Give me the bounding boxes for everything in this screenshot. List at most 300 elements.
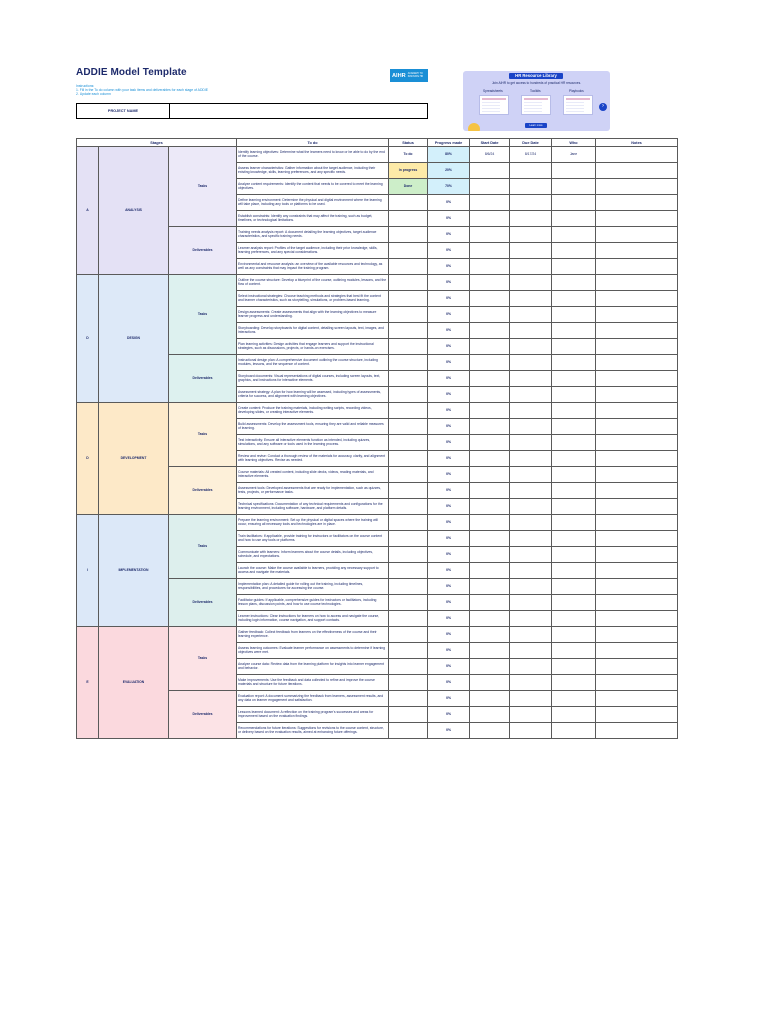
todo-cell[interactable]: Review and revise: Conduct a thorough review of the materials for accuracy, clarity, and alignment with learning objectives. Revise as needed. — [237, 451, 389, 467]
status-cell[interactable] — [389, 595, 428, 611]
progress-cell[interactable]: 20% — [428, 163, 470, 179]
status-cell[interactable] — [389, 611, 428, 627]
header-todo: To do — [237, 139, 389, 147]
progress-cell[interactable]: 0% — [428, 259, 470, 275]
start-date-cell[interactable] — [470, 483, 510, 499]
notes-cell[interactable] — [596, 643, 678, 659]
todo-cell[interactable]: Technical specifications: Documentation of any technical requirements and configurations for the learning environment, including software, hardware, and platform details. — [237, 499, 389, 515]
todo-cell[interactable]: Environmental and resource analysis: an overview of the available resources and technology, as well as any constraints that may impact the training program. — [237, 259, 389, 275]
who-cell[interactable] — [552, 435, 596, 451]
who-cell[interactable] — [552, 627, 596, 643]
notes-cell[interactable] — [596, 243, 678, 259]
project-name-box — [76, 103, 428, 119]
status-cell[interactable] — [389, 643, 428, 659]
todo-cell[interactable]: Course materials: All created content, including slide decks, videos, reading materials, and interactive elements. — [237, 467, 389, 483]
status-cell[interactable] — [389, 627, 428, 643]
who-cell[interactable]: Jane — [552, 147, 596, 163]
due-date-cell[interactable] — [510, 291, 552, 307]
due-date-cell[interactable] — [510, 563, 552, 579]
todo-cell[interactable]: Analyze course data: Review data from the learning platform for insights into learner engagement and behavior. — [237, 659, 389, 675]
progress-cell[interactable]: 0% — [428, 579, 470, 595]
todo-cell[interactable]: Define learning environment: Determine the physical and digital environment where the learning will take place, including any tools or platforms to be used. — [237, 195, 389, 211]
aihr-logo[interactable] — [390, 69, 428, 82]
notes-cell[interactable] — [596, 355, 678, 371]
status-cell[interactable] — [389, 243, 428, 259]
notes-cell[interactable] — [596, 195, 678, 211]
progress-cell[interactable]: 0% — [428, 467, 470, 483]
resource-library-banner[interactable] — [463, 71, 610, 131]
start-date-cell[interactable] — [470, 611, 510, 627]
header-notes: Notes — [596, 139, 678, 147]
todo-cell[interactable]: Storyboarding: Develop storyboards for digital content, detailing screen layouts, text, images, and interactions. — [237, 323, 389, 339]
header-row — [77, 139, 678, 147]
notes-cell[interactable] — [596, 307, 678, 323]
progress-cell[interactable]: 0% — [428, 323, 470, 339]
category-deliverables: Deliverables — [169, 467, 237, 515]
start-date-cell[interactable] — [470, 515, 510, 531]
due-date-cell[interactable] — [510, 595, 552, 611]
todo-cell[interactable]: Make improvements: Use the feedback and data collected to refine and improve the course materials and structure for future iterations. — [237, 675, 389, 691]
status-cell[interactable]: Done — [389, 179, 428, 195]
notes-cell[interactable] — [596, 403, 678, 419]
due-date-cell[interactable] — [510, 419, 552, 435]
due-date-cell[interactable] — [510, 579, 552, 595]
todo-cell[interactable]: Assess learner characteristics: Gather information about the target audience, including their existing knowledge, skills, learning preferences, and any specific needs. — [237, 163, 389, 179]
status-cell[interactable] — [389, 451, 428, 467]
due-date-cell[interactable] — [510, 515, 552, 531]
start-date-cell[interactable] — [470, 371, 510, 387]
start-date-cell[interactable] — [470, 643, 510, 659]
notes-cell[interactable] — [596, 563, 678, 579]
start-date-cell[interactable] — [470, 531, 510, 547]
start-date-cell[interactable] — [470, 419, 510, 435]
start-date-cell[interactable] — [470, 211, 510, 227]
progress-cell[interactable]: 0% — [428, 371, 470, 387]
start-date-cell[interactable] — [470, 547, 510, 563]
start-date-cell[interactable] — [470, 307, 510, 323]
due-date-cell[interactable] — [510, 275, 552, 291]
status-cell[interactable] — [389, 483, 428, 499]
start-date-cell[interactable] — [470, 579, 510, 595]
status-cell[interactable] — [389, 323, 428, 339]
start-date-cell[interactable] — [470, 451, 510, 467]
table-row — [77, 275, 678, 291]
due-date-cell[interactable] — [510, 451, 552, 467]
who-cell[interactable] — [552, 659, 596, 675]
start-date-cell[interactable] — [470, 275, 510, 291]
progress-cell[interactable]: 0% — [428, 195, 470, 211]
todo-cell[interactable]: Outline the course structure: Develop a blueprint of the course, outlining modules, lessons, and the flow of content. — [237, 275, 389, 291]
who-cell[interactable] — [552, 163, 596, 179]
toolkit-thumbnail — [521, 95, 551, 115]
who-cell[interactable] — [552, 547, 596, 563]
progress-cell[interactable]: 0% — [428, 595, 470, 611]
who-cell[interactable] — [552, 515, 596, 531]
instructions-line: 1. Fill in the To do column with your task items and deliverables for each stage of ADDIE — [76, 88, 209, 93]
who-cell[interactable] — [552, 563, 596, 579]
notes-cell[interactable] — [596, 163, 678, 179]
notes-cell[interactable] — [596, 179, 678, 195]
page-title: ADDIE Model Template — [76, 67, 187, 78]
start-date-cell[interactable] — [470, 467, 510, 483]
who-cell[interactable] — [552, 243, 596, 259]
due-date-cell[interactable] — [510, 627, 552, 643]
start-date-cell[interactable] — [470, 339, 510, 355]
progress-cell[interactable]: 0% — [428, 291, 470, 307]
stage-name: DEVELOPMENT — [99, 403, 169, 515]
due-date-cell[interactable] — [510, 675, 552, 691]
notes-cell[interactable] — [596, 387, 678, 403]
who-cell[interactable] — [552, 691, 596, 707]
start-date-cell[interactable] — [470, 563, 510, 579]
logo-text-line: ACADEMY TO — [407, 72, 423, 75]
instructions — [76, 84, 208, 97]
due-date-cell[interactable] — [510, 403, 552, 419]
due-date-cell[interactable]: 8/17/24 — [510, 147, 552, 163]
todo-cell[interactable]: Analyze content requirements: Identify the content that needs to be covered to meet the learning objectives. — [237, 179, 389, 195]
notes-cell[interactable] — [596, 419, 678, 435]
status-cell[interactable] — [389, 355, 428, 371]
todo-cell[interactable]: Build assessments: Develop the assessment tools, ensuring they are valid and reliable measures of learning. — [237, 419, 389, 435]
status-cell[interactable] — [389, 419, 428, 435]
notes-cell[interactable] — [596, 723, 678, 739]
progress-cell[interactable]: 0% — [428, 275, 470, 291]
notes-cell[interactable] — [596, 499, 678, 515]
chevron-right-icon[interactable]: › — [599, 103, 607, 111]
status-cell[interactable] — [389, 371, 428, 387]
who-cell[interactable] — [552, 675, 596, 691]
due-date-cell[interactable] — [510, 371, 552, 387]
todo-cell[interactable]: Plan learning activities: Design activities that engage learners and support the instructional strategies, such as discussions, projects, or hands-on exercises. — [237, 339, 389, 355]
status-cell[interactable] — [389, 723, 428, 739]
todo-cell[interactable]: Recommendations for future iterations: Suggestions for revisions to the course content, structure, or delivery based on the evaluation results, aimed at enhancing future offerings. — [237, 723, 389, 739]
progress-cell[interactable]: 0% — [428, 451, 470, 467]
start-date-cell[interactable] — [470, 403, 510, 419]
todo-cell[interactable]: Learner analysis report: Profiles of the target audience, including their prior knowledge, skills, learning preferences, and any special considerations. — [237, 243, 389, 259]
notes-cell[interactable] — [596, 467, 678, 483]
notes-cell[interactable] — [596, 211, 678, 227]
start-date-cell[interactable] — [470, 707, 510, 723]
todo-cell[interactable]: Select instructional strategies: Choose teaching methods and strategies that best fit the content and learner characteristics, such as storytelling, simulations, or problem-based learning. — [237, 291, 389, 307]
progress-cell[interactable]: 0% — [428, 723, 470, 739]
start-date-cell[interactable] — [470, 659, 510, 675]
start-date-cell[interactable] — [470, 195, 510, 211]
notes-cell[interactable] — [596, 435, 678, 451]
notes-cell[interactable] — [596, 259, 678, 275]
notes-cell[interactable] — [596, 595, 678, 611]
who-cell[interactable] — [552, 531, 596, 547]
due-date-cell[interactable] — [510, 691, 552, 707]
stage-name: EVALUATION — [99, 627, 169, 739]
progress-cell[interactable]: 0% — [428, 563, 470, 579]
due-date-cell[interactable] — [510, 435, 552, 451]
category-deliverables: Deliverables — [169, 355, 237, 403]
todo-cell[interactable]: Gather feedback: Collect feedback from learners on the effectiveness of the course and their learning experience. — [237, 627, 389, 643]
notes-cell[interactable] — [596, 451, 678, 467]
progress-cell[interactable]: 80% — [428, 147, 470, 163]
status-cell[interactable] — [389, 339, 428, 355]
start-date-cell[interactable] — [470, 675, 510, 691]
who-cell[interactable] — [552, 387, 596, 403]
notes-cell[interactable] — [596, 691, 678, 707]
stage-letter: I — [77, 515, 99, 627]
status-cell[interactable] — [389, 659, 428, 675]
todo-cell[interactable]: Design assessments: Create assessments that align with the learning objectives to measure learner progress and understanding. — [237, 307, 389, 323]
learn-more-button[interactable]: Learn more — [525, 123, 547, 128]
due-date-cell[interactable] — [510, 467, 552, 483]
notes-cell[interactable] — [596, 227, 678, 243]
start-date-cell[interactable] — [470, 259, 510, 275]
todo-cell[interactable]: Implementation plan: A detailed guide for rolling out the training, including timelines, responsibilities, and procedures for accessing the course. — [237, 579, 389, 595]
todo-cell[interactable]: Establish constraints: Identify any constraints that may affect the training, such as budget, timelines, or technological limitations. — [237, 211, 389, 227]
who-cell[interactable] — [552, 467, 596, 483]
due-date-cell[interactable] — [510, 531, 552, 547]
status-cell[interactable] — [389, 675, 428, 691]
who-cell[interactable] — [552, 323, 596, 339]
status-cell[interactable] — [389, 259, 428, 275]
header-stages: Stages — [77, 139, 237, 147]
due-date-cell[interactable] — [510, 611, 552, 627]
progress-cell[interactable]: 0% — [428, 691, 470, 707]
due-date-cell[interactable] — [510, 163, 552, 179]
start-date-cell[interactable] — [470, 595, 510, 611]
status-cell[interactable] — [389, 291, 428, 307]
status-cell[interactable] — [389, 387, 428, 403]
notes-cell[interactable] — [596, 659, 678, 675]
notes-cell[interactable] — [596, 531, 678, 547]
who-cell[interactable] — [552, 723, 596, 739]
todo-cell[interactable]: Test interactivity: Ensure all interactive elements function as intended, including quizzes, simulations, and any software or tools used in the learning process. — [237, 435, 389, 451]
banner-label-spreadsheets: Spreadsheets — [483, 89, 503, 93]
who-cell[interactable] — [552, 707, 596, 723]
todo-cell[interactable]: Identify learning objectives: Determine what the learners need to know or be able to do by the end of the course. — [237, 147, 389, 163]
category-deliverables: Deliverables — [169, 579, 237, 627]
status-cell[interactable] — [389, 467, 428, 483]
notes-cell[interactable] — [596, 339, 678, 355]
todo-cell[interactable]: Training needs analysis report: A document detailing the learning objectives, target audience characteristics, and specific training needs. — [237, 227, 389, 243]
logo-text — [408, 73, 423, 79]
status-cell[interactable] — [389, 275, 428, 291]
start-date-cell[interactable] — [470, 163, 510, 179]
due-date-cell[interactable] — [510, 259, 552, 275]
due-date-cell[interactable] — [510, 707, 552, 723]
progress-cell[interactable]: 0% — [428, 339, 470, 355]
status-cell[interactable] — [389, 547, 428, 563]
progress-cell[interactable]: 0% — [428, 531, 470, 547]
project-name-input[interactable] — [170, 104, 427, 118]
who-cell[interactable] — [552, 227, 596, 243]
todo-cell[interactable]: Lessons learned document: A reflection on the training program's successes and areas for improvement based on the evaluation findings. — [237, 707, 389, 723]
notes-cell[interactable] — [596, 371, 678, 387]
start-date-cell[interactable]: 8/6/24 — [470, 147, 510, 163]
todo-cell[interactable]: Assessment tools: Developed assessments that are ready for implementation, such as quizzes, tests, projects, or performance tasks. — [237, 483, 389, 499]
progress-cell[interactable]: 0% — [428, 211, 470, 227]
who-cell[interactable] — [552, 371, 596, 387]
category-deliverables: Deliverables — [169, 227, 237, 275]
category-tasks: Tasks — [169, 147, 237, 227]
progress-cell[interactable]: 70% — [428, 179, 470, 195]
start-date-cell[interactable] — [470, 323, 510, 339]
notes-cell[interactable] — [596, 707, 678, 723]
progress-cell[interactable]: 0% — [428, 355, 470, 371]
progress-cell[interactable]: 0% — [428, 435, 470, 451]
progress-cell[interactable]: 0% — [428, 627, 470, 643]
stage-letter: E — [77, 627, 99, 739]
instructions-line: 2. Update each column — [76, 92, 111, 97]
who-cell[interactable] — [552, 595, 596, 611]
status-cell[interactable] — [389, 707, 428, 723]
who-cell[interactable] — [552, 643, 596, 659]
due-date-cell[interactable] — [510, 339, 552, 355]
start-date-cell[interactable] — [470, 243, 510, 259]
notes-cell[interactable] — [596, 611, 678, 627]
sun-decoration — [468, 123, 480, 131]
status-cell[interactable] — [389, 563, 428, 579]
who-cell[interactable] — [552, 291, 596, 307]
notes-cell[interactable] — [596, 547, 678, 563]
start-date-cell[interactable] — [470, 691, 510, 707]
status-cell[interactable] — [389, 531, 428, 547]
status-cell[interactable] — [389, 227, 428, 243]
due-date-cell[interactable] — [510, 483, 552, 499]
who-cell[interactable] — [552, 275, 596, 291]
todo-cell[interactable]: Train facilitators: If applicable, provide training for instructors or facilitators on the course content and how to use any tools or platforms. — [237, 531, 389, 547]
start-date-cell[interactable] — [470, 499, 510, 515]
todo-cell[interactable]: Facilitator guides: If applicable, comprehensive guides for instructors or facilitators, including lesson plans, discussion points, and how to use course technologies. — [237, 595, 389, 611]
progress-cell[interactable]: 0% — [428, 675, 470, 691]
header-who: Who — [552, 139, 596, 147]
progress-cell[interactable]: 0% — [428, 483, 470, 499]
notes-cell[interactable] — [596, 627, 678, 643]
progress-cell[interactable]: 0% — [428, 419, 470, 435]
due-date-cell[interactable] — [510, 211, 552, 227]
progress-cell[interactable]: 0% — [428, 707, 470, 723]
due-date-cell[interactable] — [510, 659, 552, 675]
stage-name: IMPLEMENTATION — [99, 515, 169, 627]
progress-cell[interactable]: 0% — [428, 307, 470, 323]
due-date-cell[interactable] — [510, 499, 552, 515]
start-date-cell[interactable] — [470, 723, 510, 739]
stage-name: DESIGN — [99, 275, 169, 403]
progress-cell[interactable]: 0% — [428, 387, 470, 403]
banner-label-toolkits: Toolkits — [530, 89, 541, 93]
status-cell[interactable] — [389, 307, 428, 323]
project-name-label: PROJECT NAME — [77, 104, 170, 118]
due-date-cell[interactable] — [510, 323, 552, 339]
stage-letter: A — [77, 147, 99, 275]
start-date-cell[interactable] — [470, 387, 510, 403]
category-tasks: Tasks — [169, 627, 237, 691]
who-cell[interactable] — [552, 259, 596, 275]
notes-cell[interactable] — [596, 515, 678, 531]
who-cell[interactable] — [552, 339, 596, 355]
progress-cell[interactable]: 0% — [428, 499, 470, 515]
start-date-cell[interactable] — [470, 435, 510, 451]
who-cell[interactable] — [552, 179, 596, 195]
todo-cell[interactable]: Learner instructions: Clear instructions for learners on how to access and navigate the course, including login information, course navigation, and support contacts. — [237, 611, 389, 627]
progress-cell[interactable]: 0% — [428, 243, 470, 259]
todo-cell[interactable]: Instructional design plan: A comprehensive document outlining the course structure, including modules, lessons, and the sequence of content. — [237, 355, 389, 371]
progress-cell[interactable]: 0% — [428, 515, 470, 531]
status-cell[interactable] — [389, 195, 428, 211]
status-cell[interactable]: To do — [389, 147, 428, 163]
due-date-cell[interactable] — [510, 387, 552, 403]
who-cell[interactable] — [552, 451, 596, 467]
who-cell[interactable] — [552, 403, 596, 419]
who-cell[interactable] — [552, 579, 596, 595]
category-tasks: Tasks — [169, 515, 237, 579]
status-cell[interactable] — [389, 579, 428, 595]
due-date-cell[interactable] — [510, 179, 552, 195]
notes-cell[interactable] — [596, 579, 678, 595]
notes-cell[interactable] — [596, 675, 678, 691]
due-date-cell[interactable] — [510, 355, 552, 371]
todo-cell[interactable]: Create content: Produce the training materials, including writing scripts, recording videos, developing slides, or creating interactive elements. — [237, 403, 389, 419]
progress-cell[interactable]: 0% — [428, 403, 470, 419]
status-cell[interactable] — [389, 499, 428, 515]
who-cell[interactable] — [552, 195, 596, 211]
notes-cell[interactable] — [596, 275, 678, 291]
due-date-cell[interactable] — [510, 547, 552, 563]
notes-cell[interactable] — [596, 483, 678, 499]
progress-cell[interactable]: 0% — [428, 227, 470, 243]
due-date-cell[interactable] — [510, 195, 552, 211]
who-cell[interactable] — [552, 483, 596, 499]
progress-cell[interactable]: 0% — [428, 643, 470, 659]
todo-cell[interactable]: Assess learning outcomes: Evaluate learner performance on assessments to determine if learning objectives were met. — [237, 643, 389, 659]
progress-cell[interactable]: 0% — [428, 611, 470, 627]
notes-cell[interactable] — [596, 291, 678, 307]
todo-cell[interactable]: Evaluation report: A document summarizing the feedback from learners, assessment results, and any data on learner engagement and satisfaction. — [237, 691, 389, 707]
status-cell[interactable] — [389, 515, 428, 531]
due-date-cell[interactable] — [510, 643, 552, 659]
status-cell[interactable] — [389, 403, 428, 419]
due-date-cell[interactable] — [510, 243, 552, 259]
todo-cell[interactable]: Assessment strategy: A plan for how learning will be assessed, including types of assessments, criteria for success, and alignment with learning objectives. — [237, 387, 389, 403]
start-date-cell[interactable] — [470, 179, 510, 195]
notes-cell[interactable] — [596, 147, 678, 163]
progress-cell[interactable]: 0% — [428, 547, 470, 563]
who-cell[interactable] — [552, 419, 596, 435]
todo-cell[interactable]: Communicate with learners: Inform learners about the course details, including objectives, schedule, and expectations. — [237, 547, 389, 563]
who-cell[interactable] — [552, 499, 596, 515]
notes-cell[interactable] — [596, 323, 678, 339]
todo-cell[interactable]: Prepare the learning environment: Set up the physical or digital spaces where the training will occur, ensuring all necessary tools and technologies are in place. — [237, 515, 389, 531]
start-date-cell[interactable] — [470, 355, 510, 371]
due-date-cell[interactable] — [510, 723, 552, 739]
due-date-cell[interactable] — [510, 227, 552, 243]
start-date-cell[interactable] — [470, 627, 510, 643]
todo-cell[interactable]: Launch the course: Make the course available to learners, providing any necessary support to access and navigate the materials. — [237, 563, 389, 579]
progress-cell[interactable]: 0% — [428, 659, 470, 675]
status-cell[interactable] — [389, 435, 428, 451]
who-cell[interactable] — [552, 307, 596, 323]
who-cell[interactable] — [552, 355, 596, 371]
category-deliverables: Deliverables — [169, 691, 237, 739]
due-date-cell[interactable] — [510, 307, 552, 323]
logo-mark: AIHR — [392, 72, 406, 79]
status-cell[interactable]: In progress — [389, 163, 428, 179]
todo-cell[interactable]: Storyboard documents: Visual representations of digital courses, including screen layouts, text, graphics, and instructions for interactive elements. — [237, 371, 389, 387]
status-cell[interactable] — [389, 691, 428, 707]
start-date-cell[interactable] — [470, 291, 510, 307]
stage-name: ANALYSIS — [99, 147, 169, 275]
status-cell[interactable] — [389, 211, 428, 227]
addie-table — [76, 138, 678, 739]
who-cell[interactable] — [552, 211, 596, 227]
start-date-cell[interactable] — [470, 227, 510, 243]
who-cell[interactable] — [552, 611, 596, 627]
